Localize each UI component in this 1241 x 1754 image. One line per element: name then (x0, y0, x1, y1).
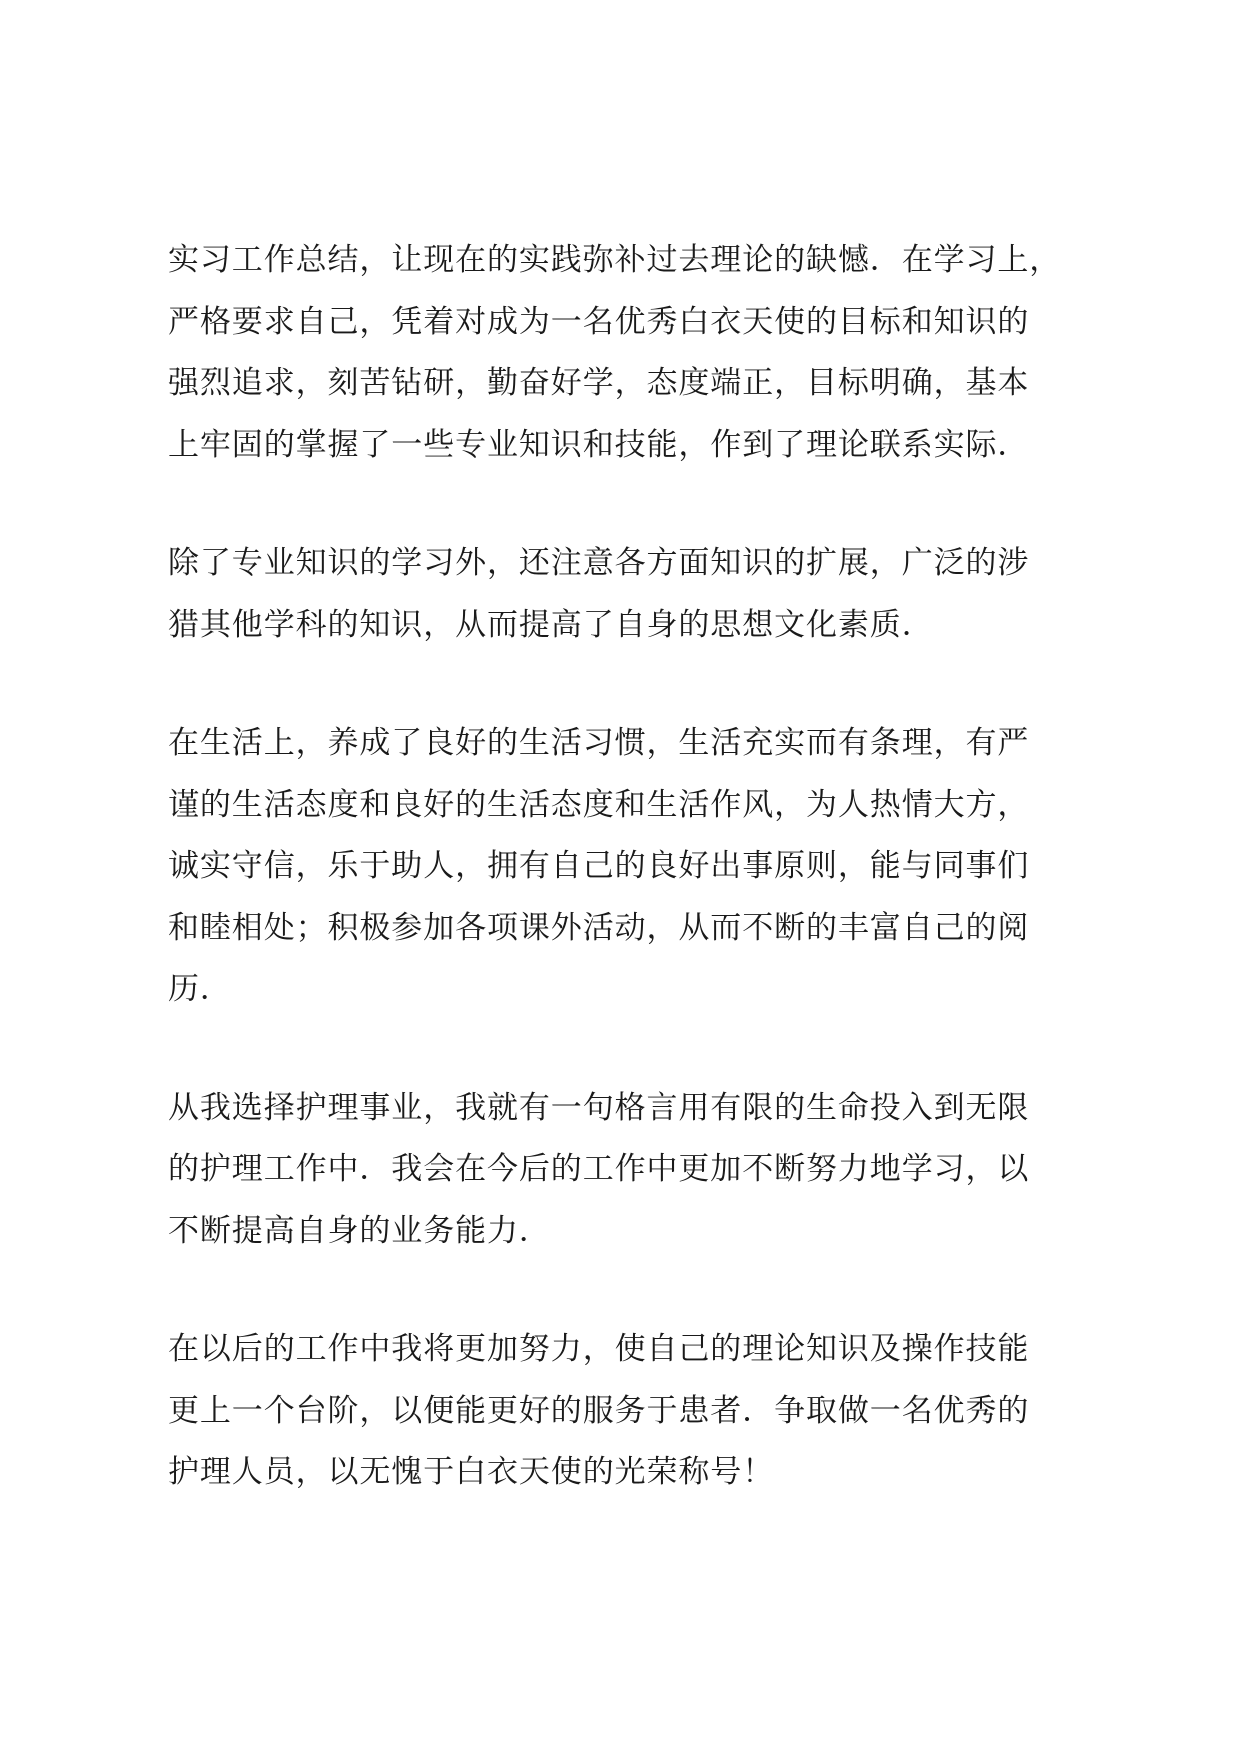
paragraph-broad-knowledge: 除了专业知识的学习外，还注意各方面知识的扩展，广泛的涉 猎其他学科的知识，从而提高了自身的思想文化素质． (168, 545, 1030, 643)
paragraph-future-goals: 在以后的工作中我将更加努力，使自己的理论知识及操作技能 更上一个台阶，以便能更好的服务于患者．争取做一名优秀的 护理人员，以无愧于白衣天使的光荣称号！ (168, 1331, 1030, 1490)
paragraph-daily-life: 在生活上，养成了良好的生活习惯，生活充实而有条理，有严 谨的生活态度和良好的生活态度和生活作风，为人热情大方， 诚实守信，乐于助人，拥有自己的良好出事原则，能与同事们 和睦相处；积极参加各项课外活动，从而不断的丰富自己的阅 历． (168, 725, 1030, 1007)
paragraph-nursing-career: 从我选择护理事业，我就有一句格言用有限的生命投入到无限 的护理工作中．我会在今后的工作中更加不断努力地学习，以 不断提高自身的业务能力． (168, 1089, 1030, 1249)
paragraph-internship-study: 实习工作总结，让现在的实践弥补过去理论的缺憾．在学习上， 严格要求自己，凭着对成为一名优秀白衣天使的目标和知识的 强烈追求，刻苦钻研，勤奋好学，态度端正，目标明确，基本 上牢固的掌握了一些专业知识和技能，作到了理论联系实际． (168, 242, 1062, 463)
document-body (168, 230, 1078, 1561)
